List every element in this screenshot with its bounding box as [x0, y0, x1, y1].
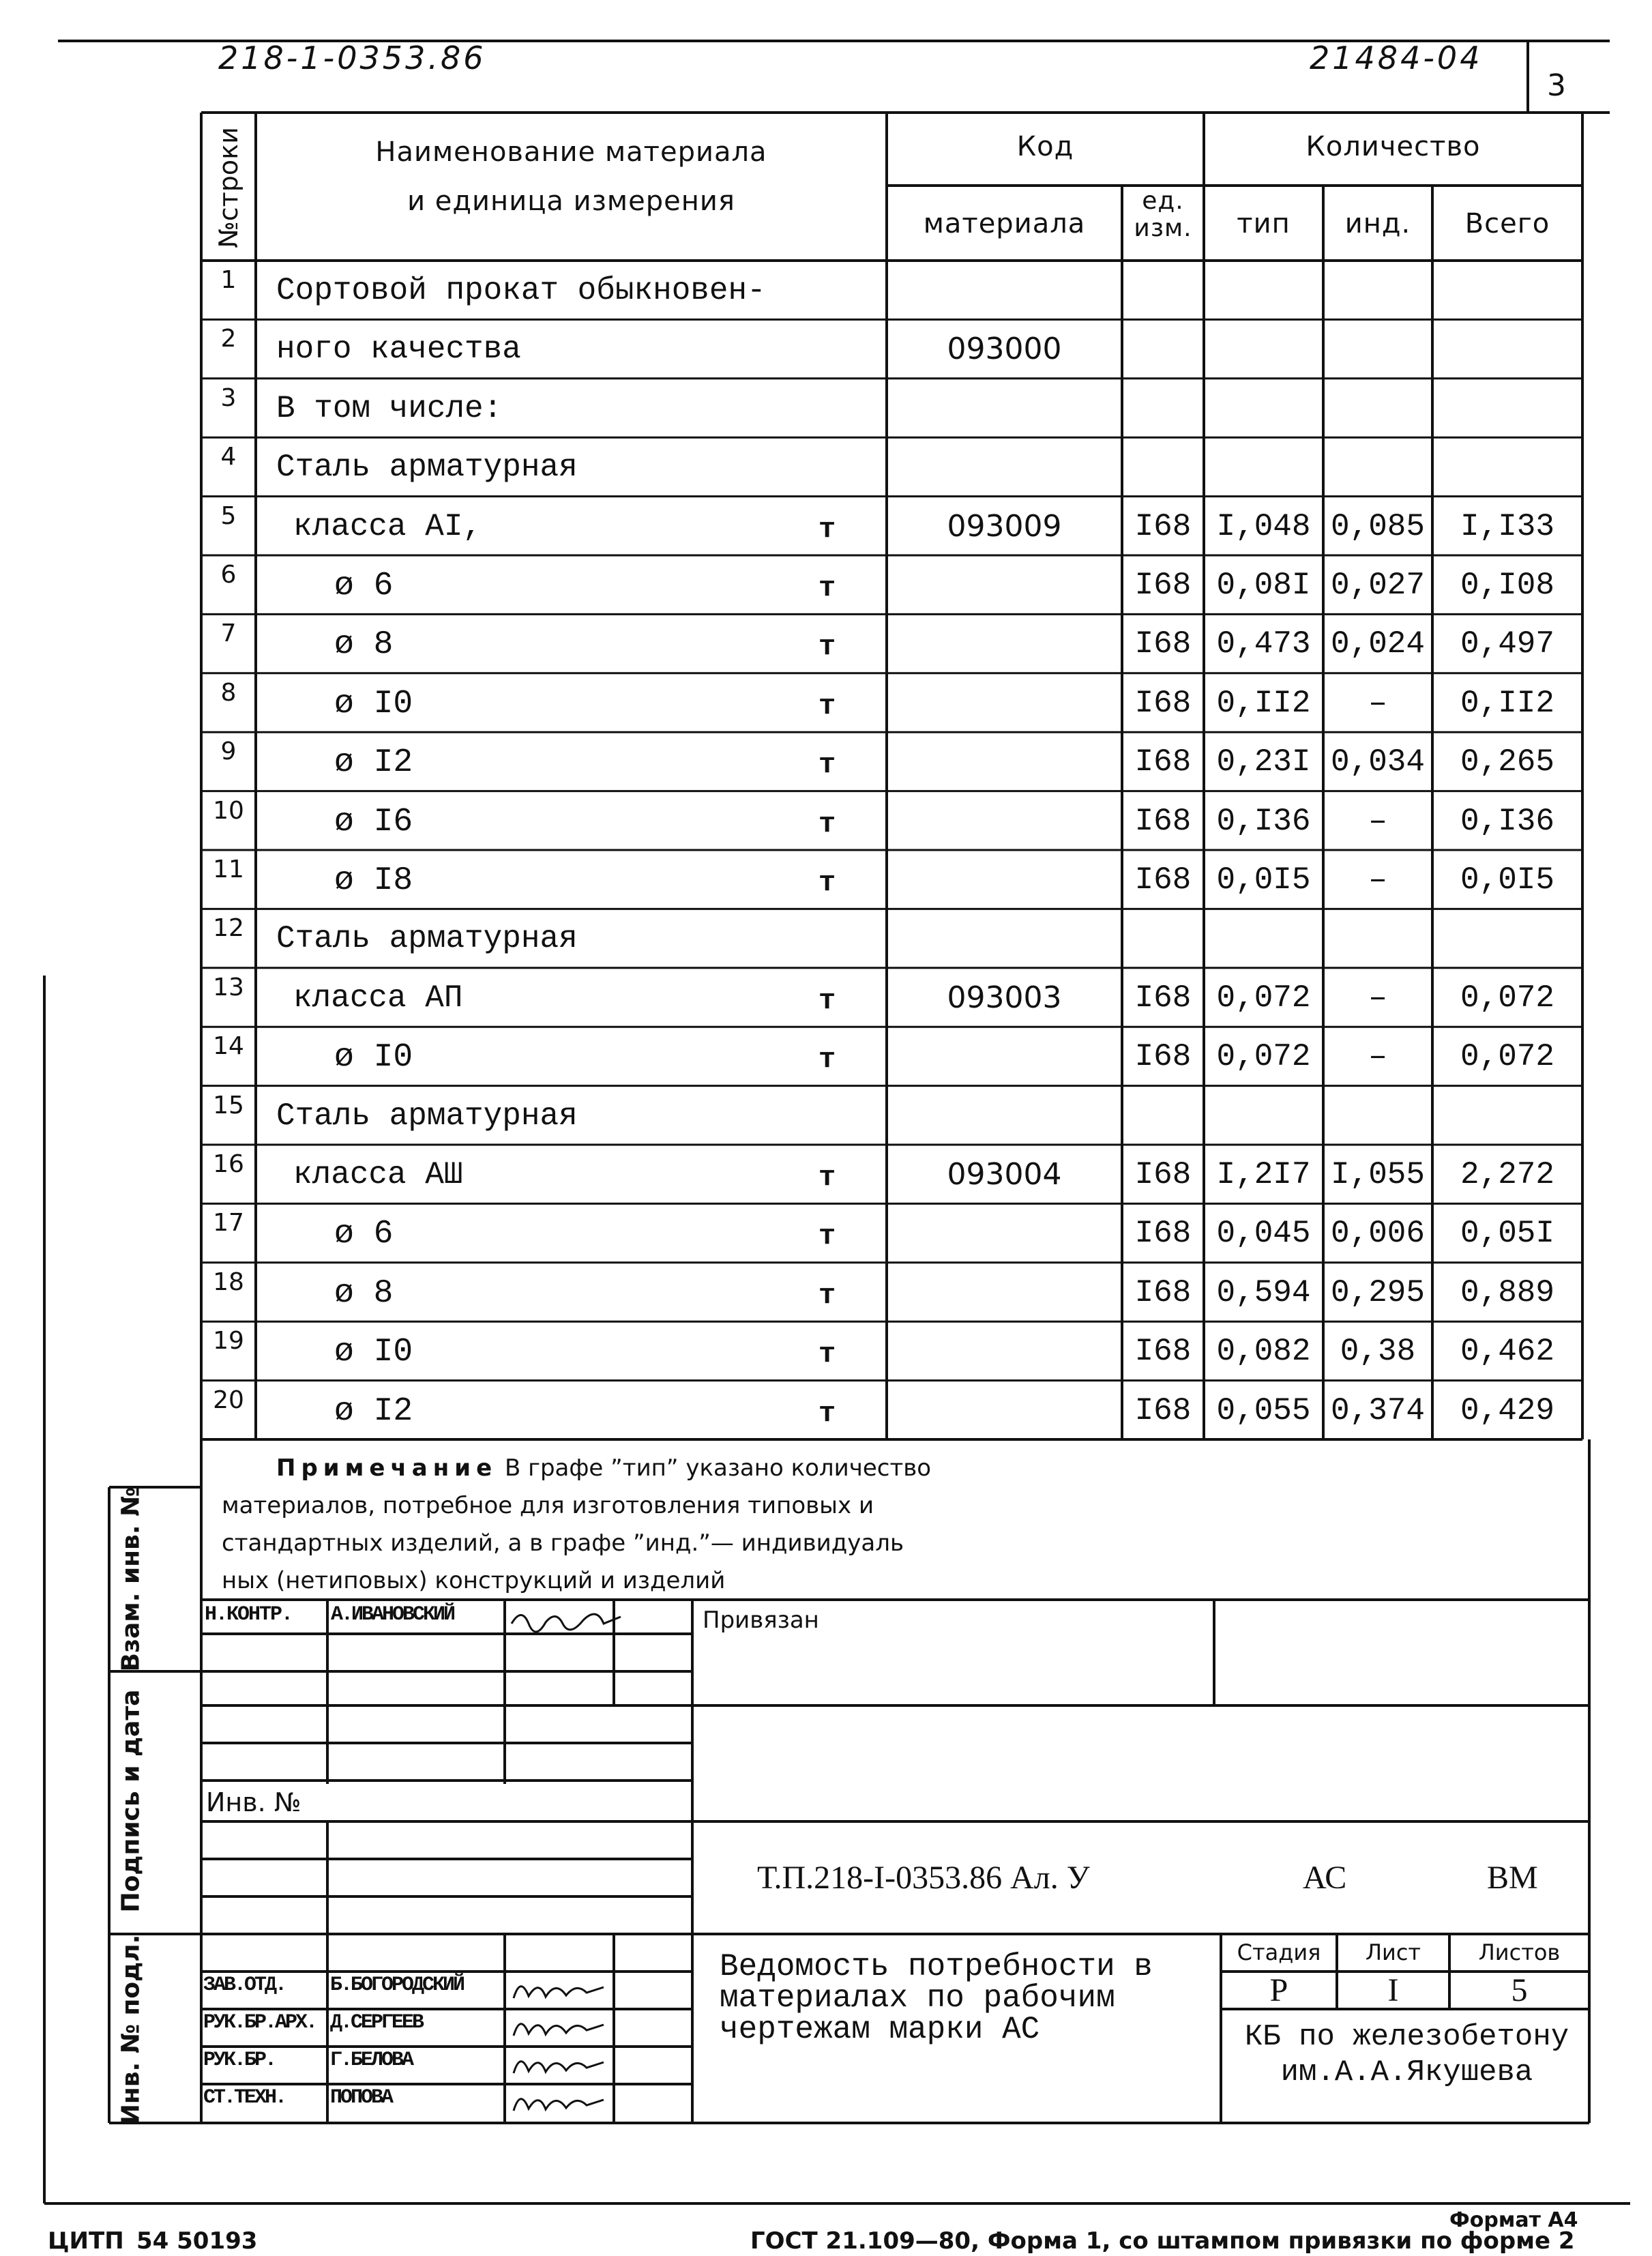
row-total: I,I33	[1460, 508, 1555, 544]
row-number: 1	[220, 266, 237, 294]
nkontr-name: А.ИВАНОВСКИЙ	[331, 1603, 454, 1626]
row-code: 093004	[947, 1157, 1062, 1192]
stage-label: Стадия	[1237, 1939, 1321, 1965]
row-unit: т	[818, 1278, 836, 1312]
note-label: Примечание	[276, 1454, 498, 1482]
row-name: ø 6	[334, 568, 394, 604]
row-number: 9	[220, 737, 237, 766]
sheet-label: Лист	[1365, 1939, 1421, 1965]
row-unit: т	[818, 1338, 836, 1371]
row-number: 2	[220, 325, 237, 353]
row-unit: т	[818, 512, 836, 546]
row-tip: 0,594	[1216, 1274, 1311, 1310]
signature	[508, 2047, 610, 2081]
row-name: ø I8	[334, 862, 413, 899]
row-unit: т	[818, 1043, 836, 1076]
row-unit: т	[818, 984, 836, 1017]
side-label-vzam: Взам. инв. №	[117, 1486, 145, 1672]
row-total: 0,I08	[1460, 568, 1555, 603]
stage-value: Р	[1269, 1972, 1288, 2008]
row-unit: т	[818, 1161, 836, 1194]
designation-vm: ВМ	[1487, 1860, 1538, 1896]
signature	[508, 2010, 610, 2044]
note-line3: стандартных изделий, а в графе ”инд.”— индивидуаль	[222, 1529, 904, 1557]
row-number: 8	[220, 678, 237, 707]
row-ind: 0,006	[1330, 1216, 1426, 1252]
row-ed: I68	[1134, 1216, 1192, 1252]
row-ind: 0,374	[1330, 1392, 1426, 1429]
row-total: 0,I36	[1460, 803, 1555, 839]
row-tip: 0,473	[1216, 626, 1311, 662]
row-code: 093009	[947, 508, 1062, 544]
row-name: ø 8	[334, 1274, 394, 1312]
row-number: 19	[213, 1327, 244, 1356]
row-total: 0,462	[1460, 1334, 1555, 1370]
document-code-left: 218-1-0353.86	[218, 40, 486, 76]
row-ed: I68	[1134, 803, 1192, 839]
row-total: 0,072	[1460, 1039, 1555, 1075]
row-name: В том числе:	[276, 390, 503, 426]
row-ed: I68	[1134, 508, 1192, 544]
row-name: ного качества	[276, 332, 521, 368]
row-total: 0,II2	[1460, 685, 1555, 721]
row-number: 13	[213, 973, 244, 1001]
row-name: ø 8	[334, 626, 394, 664]
note-line2: материалов, потребное для изготовления типовых и	[222, 1492, 874, 1519]
sheets-label: Листов	[1478, 1939, 1561, 1965]
title-line1: Ведомость потребности в	[720, 1949, 1153, 1984]
row-name: класса АП	[293, 980, 463, 1016]
row-ed: I68	[1134, 1392, 1192, 1429]
row-number: 7	[220, 619, 237, 648]
row-unit: т	[818, 689, 836, 722]
row-name: ø 6	[334, 1216, 394, 1253]
row-ind: 0,38	[1340, 1334, 1416, 1370]
row-total: 0,05I	[1460, 1216, 1555, 1252]
row-number: 6	[220, 561, 237, 589]
footer-left-num: 54 50193	[136, 2227, 258, 2255]
side-label-podpis: Подпись и дата	[117, 1689, 145, 1913]
row-tip: 0,08I	[1216, 568, 1311, 603]
row-name: ø I6	[334, 803, 413, 840]
header-quantity: Количество	[1306, 131, 1481, 162]
row-ind: –	[1368, 1039, 1387, 1075]
row-number: 11	[213, 855, 244, 883]
row-name: Сталь арматурная	[276, 450, 578, 486]
row-number: 15	[213, 1091, 244, 1119]
row-tip: 0,055	[1216, 1392, 1311, 1429]
header-qty-ind: инд.	[1344, 208, 1411, 239]
row-ed: I68	[1134, 1334, 1192, 1370]
header-code: Код	[1016, 131, 1074, 162]
row-ind: –	[1368, 685, 1387, 721]
row-name: класса AI,	[293, 508, 482, 544]
row-ind: I,055	[1330, 1157, 1426, 1192]
row-ed: I68	[1134, 626, 1192, 662]
footer-gost: ГОСТ 21.109—80, Форма 1, со штампом привязки по форме 2	[750, 2227, 1575, 2255]
row-ed: I68	[1134, 744, 1192, 780]
row-ed: I68	[1134, 1157, 1192, 1192]
header-code-unit: ед. изм.	[1134, 187, 1192, 242]
row-name: ø I0	[334, 1039, 413, 1076]
nkontr-role: Н.КОНТР.	[205, 1603, 293, 1626]
page-number: 3	[1547, 68, 1566, 103]
row-name: Сортовой прокат обыкновен-	[276, 273, 766, 308]
row-number: 18	[213, 1268, 244, 1296]
row-ind: 0,295	[1330, 1274, 1426, 1310]
row-name: ø I2	[334, 1392, 413, 1430]
row-code: 093003	[947, 980, 1062, 1015]
signer-role: РУК.БР.АРХ.	[203, 2011, 316, 2034]
row-number: 10	[213, 796, 244, 825]
row-unit: т	[818, 866, 836, 899]
row-tip: 0,072	[1216, 980, 1311, 1016]
document-title	[720, 1951, 1153, 2045]
title-line3: чертежам марки АС	[720, 2012, 1040, 2047]
row-ed: I68	[1134, 1039, 1192, 1075]
row-number: 4	[220, 443, 237, 471]
row-ind: 0,027	[1330, 568, 1426, 603]
designation-mark: АС	[1303, 1860, 1347, 1896]
row-number: 5	[220, 501, 237, 530]
header-name-line2: и единица измерения	[407, 186, 735, 217]
title-line2: материалах по рабочим	[720, 1980, 1115, 2016]
row-ind: –	[1368, 980, 1387, 1016]
org-line2: им.А.А.Якушева	[1280, 2055, 1533, 2090]
side-label-inv-podl: Инв. № подл.	[117, 1934, 145, 2125]
row-unit: т	[818, 572, 836, 604]
row-name: ø I0	[334, 1334, 413, 1371]
row-ind: 0,024	[1330, 626, 1426, 662]
row-number: 14	[213, 1032, 244, 1061]
org-line1: КБ по железобетону	[1244, 2020, 1569, 2054]
row-number: 3	[220, 383, 237, 412]
row-total: 0,889	[1460, 1274, 1555, 1310]
row-tip: 0,II2	[1216, 685, 1311, 721]
sheets-value: 5	[1511, 1972, 1528, 2008]
row-tip: I,2I7	[1216, 1157, 1311, 1192]
signer-name: Б.БОГОРОДСКИЙ	[330, 1974, 464, 1997]
row-ind: –	[1368, 862, 1387, 898]
row-total: 0,429	[1460, 1392, 1555, 1429]
header-code-material: материала	[923, 208, 1086, 239]
inv-no-label: Инв. №	[206, 1787, 301, 1817]
row-ed: I68	[1134, 980, 1192, 1016]
row-unit: т	[818, 1396, 836, 1430]
row-tip: 0,23I	[1216, 744, 1311, 780]
row-unit: т	[818, 630, 836, 664]
row-unit: т	[818, 1220, 836, 1253]
row-number: 17	[213, 1209, 244, 1237]
header-qty-total: Всего	[1464, 208, 1550, 239]
row-code: 093000	[947, 332, 1062, 367]
signer-role: СТ.ТЕХН.	[203, 2086, 286, 2109]
row-total: 0,0I5	[1460, 862, 1555, 898]
row-ed: I68	[1134, 685, 1192, 721]
row-number: 12	[213, 914, 244, 943]
row-tip: 0,I36	[1216, 803, 1311, 839]
row-tip: 0,082	[1216, 1334, 1311, 1370]
row-tip: 0,072	[1216, 1039, 1311, 1075]
row-tip: I,048	[1216, 508, 1311, 544]
row-total: 0,265	[1460, 744, 1555, 780]
document-code-right: 21484-04	[1310, 40, 1483, 76]
signer-name: ПОПОВА	[330, 2086, 392, 2109]
row-total: 0,497	[1460, 626, 1555, 662]
row-ed: I68	[1134, 862, 1192, 898]
footer-left: ЦИТП	[48, 2227, 124, 2255]
header-qty-type: тип	[1237, 208, 1290, 239]
note-line4: ных (нетиповых) конструкций и изделий	[222, 1567, 726, 1594]
row-name: Сталь арматурная	[276, 921, 578, 957]
note	[222, 1450, 931, 1600]
row-tip: 0,045	[1216, 1216, 1311, 1252]
signature	[508, 1972, 610, 2006]
row-unit: т	[818, 748, 836, 782]
designation: Т.П.218-I-0353.86 Ал. У	[757, 1860, 1090, 1896]
row-ind: –	[1368, 803, 1387, 839]
row-tip: 0,0I5	[1216, 862, 1311, 898]
row-name: класса АШ	[293, 1157, 463, 1192]
nkontr-signature	[508, 1603, 624, 1634]
row-name: ø I0	[334, 685, 413, 722]
header-row-number: №строки	[213, 127, 244, 248]
row-name: Сталь арматурная	[276, 1098, 578, 1134]
signer-name: Д.СЕРГЕЕВ	[330, 2011, 423, 2034]
row-name: ø I2	[334, 744, 413, 782]
row-total: 2,272	[1460, 1157, 1555, 1192]
signer-name: Г.БЕЛОВА	[330, 2049, 413, 2072]
row-ind: 0,034	[1330, 744, 1426, 780]
organization	[1224, 2019, 1589, 2090]
row-number: 20	[213, 1386, 244, 1414]
footer-format: Формат А4	[1449, 2208, 1578, 2232]
header-name-line1: Наименование материала	[375, 136, 767, 168]
signer-role: РУК.БР.	[203, 2049, 276, 2072]
row-ed: I68	[1134, 568, 1192, 603]
row-number: 16	[213, 1150, 244, 1178]
row-total: 0,072	[1460, 980, 1555, 1016]
signature	[508, 2085, 610, 2119]
row-ind: 0,085	[1330, 508, 1426, 544]
sheet-value: I	[1387, 1972, 1399, 2008]
signer-role: ЗАВ.ОТД.	[203, 1974, 286, 1997]
row-ed: I68	[1134, 1274, 1192, 1310]
privyazan-label: Привязан	[703, 1607, 819, 1634]
note-line1: В графе ”тип” указано количество	[504, 1454, 932, 1482]
row-unit: т	[818, 807, 836, 840]
